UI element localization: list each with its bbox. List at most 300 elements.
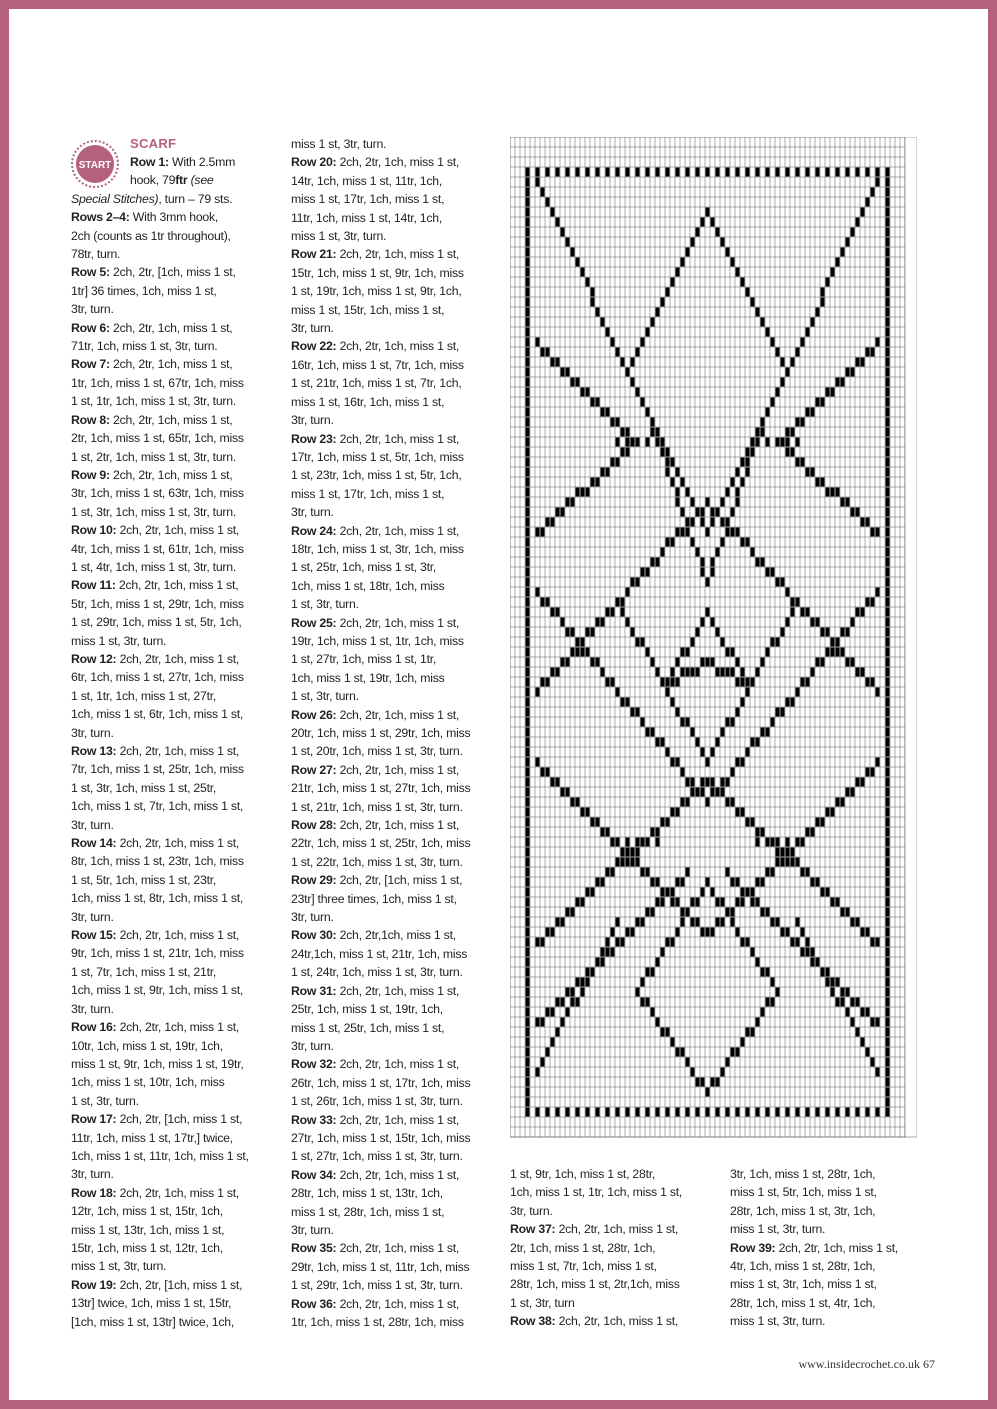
- chart-filled-cell: [691, 788, 695, 797]
- chart-filled-cell: [801, 678, 805, 687]
- chart-filled-cell: [611, 928, 615, 937]
- chart-filled-cell: [676, 168, 680, 177]
- chart-filled-cell: [746, 1028, 750, 1037]
- chart-filled-cell: [536, 338, 540, 347]
- pattern-line: [291, 540, 501, 558]
- chart-filled-cell: [646, 968, 650, 977]
- chart-filled-cell: [671, 278, 675, 287]
- pattern-line: [291, 724, 501, 742]
- chart-filled-cell: [711, 1078, 715, 1087]
- chart-filled-cell: [781, 928, 785, 937]
- chart-filled-cell: [586, 978, 590, 987]
- chart-filled-cell: [806, 828, 810, 837]
- row-label: Row 14:: [71, 836, 117, 851]
- chart-filled-cell: [751, 298, 755, 307]
- instruction-text: 23tr] three times, 1ch, miss 1 st,: [291, 891, 457, 906]
- pattern-line: [71, 926, 276, 944]
- chart-filled-cell: [736, 928, 740, 937]
- chart-filled-cell: [656, 878, 660, 887]
- pattern-line: [71, 705, 276, 723]
- chart-filled-cell: [661, 298, 665, 307]
- chart-filled-cell: [856, 778, 860, 787]
- chart-filled-cell: [786, 438, 790, 447]
- chart-filled-cell: [571, 648, 575, 657]
- chart-filled-cell: [611, 608, 615, 617]
- chart-filled-cell: [621, 428, 625, 437]
- chart-filled-cell: [766, 438, 770, 447]
- chart-filled-cell: [741, 698, 745, 707]
- chart-filled-cell: [646, 908, 650, 917]
- pattern-line: [71, 834, 276, 852]
- chart-filled-cell: [886, 468, 890, 477]
- chart-filled-cell: [676, 898, 680, 907]
- instruction-text: 2ch, 2tr, [1ch, miss 1 st,: [116, 1277, 243, 1292]
- chart-filled-cell: [526, 428, 530, 437]
- chart-filled-cell: [541, 768, 545, 777]
- instruction-text: 10tr, 1ch, miss 1 st, 19tr, 1ch,: [71, 1038, 223, 1053]
- row-label: Row 20:: [291, 155, 337, 170]
- chart-filled-cell: [616, 918, 620, 927]
- chart-filled-cell: [526, 508, 530, 517]
- chart-filled-cell: [526, 578, 530, 587]
- chart-filled-cell: [811, 618, 815, 627]
- chart-filled-cell: [676, 678, 680, 687]
- chart-filled-cell: [671, 478, 675, 487]
- pattern-line: [291, 834, 501, 852]
- instruction-text: 1ch, miss 1 st, 6tr, 1ch, miss 1 st,: [71, 707, 244, 722]
- chart-filled-cell: [601, 878, 605, 887]
- chart-filled-cell: [646, 1108, 650, 1117]
- chart-filled-cell: [626, 168, 630, 177]
- chart-filled-cell: [741, 898, 745, 907]
- pattern-line: [291, 577, 501, 595]
- row-label: Row 29:: [291, 873, 337, 888]
- chart-filled-cell: [526, 568, 530, 577]
- chart-filled-cell: [751, 1028, 755, 1037]
- pattern-line: [291, 190, 501, 208]
- chart-filled-cell: [766, 648, 770, 657]
- chart-filled-cell: [676, 498, 680, 507]
- chart-filled-cell: [556, 218, 560, 227]
- chart-filled-cell: [616, 348, 620, 357]
- pattern-line: [71, 521, 276, 539]
- chart-filled-cell: [836, 488, 840, 497]
- chart-filled-cell: [736, 168, 740, 177]
- chart-filled-cell: [736, 488, 740, 497]
- chart-filled-cell: [551, 208, 555, 217]
- chart-filled-cell: [806, 938, 810, 947]
- chart-filled-cell: [786, 698, 790, 707]
- instruction-text: 1ch, miss 1 st, 11tr, 1ch, miss 1 st,: [71, 1148, 249, 1163]
- chart-filled-cell: [661, 1028, 665, 1037]
- chart-filled-cell: [536, 528, 540, 537]
- chart-filled-cell: [611, 418, 615, 427]
- pattern-line: [291, 945, 501, 963]
- chart-filled-cell: [626, 848, 630, 857]
- chart-filled-cell: [706, 878, 710, 887]
- chart-filled-cell: [826, 808, 830, 817]
- chart-filled-cell: [831, 808, 835, 817]
- row-label: Row 1:: [130, 155, 169, 169]
- chart-filled-cell: [676, 808, 680, 817]
- pattern-line: [71, 337, 276, 355]
- chart-filled-cell: [886, 168, 890, 177]
- row-label: Row 17:: [71, 1112, 117, 1127]
- instruction-text: 2ch, 2tr, 1ch, miss 1 st,: [116, 836, 240, 851]
- pattern-line: [291, 356, 501, 374]
- pattern-line: [291, 779, 501, 797]
- chart-filled-cell: [596, 618, 600, 627]
- chart-filled-cell: [686, 248, 690, 257]
- chart-filled-cell: [886, 298, 890, 307]
- chart-filled-cell: [836, 648, 840, 657]
- chart-filled-cell: [786, 168, 790, 177]
- chart-filled-cell: [696, 788, 700, 797]
- chart-filled-cell: [656, 898, 660, 907]
- chart-filled-cell: [726, 168, 730, 177]
- chart-filled-cell: [661, 948, 665, 957]
- chart-filled-cell: [526, 248, 530, 257]
- chart-filled-cell: [536, 938, 540, 947]
- chart-filled-cell: [886, 1078, 890, 1087]
- chart-filled-cell: [546, 198, 550, 207]
- chart-filled-cell: [651, 428, 655, 437]
- chart-filled-cell: [581, 648, 585, 657]
- chart-filled-cell: [781, 378, 785, 387]
- pattern-line: [71, 1147, 276, 1165]
- instruction-text: 1 st, 1tr, 1ch, miss 1 st, 3tr, turn.: [71, 394, 237, 409]
- chart-filled-cell: [526, 648, 530, 657]
- chart-filled-cell: [776, 858, 780, 867]
- pattern-line: [71, 300, 276, 318]
- chart-filled-cell: [886, 838, 890, 847]
- chart-filled-cell: [686, 168, 690, 177]
- instruction-text: 13tr] twice, 1ch, miss 1 st, 15tr,: [71, 1296, 232, 1311]
- pattern-line: [510, 1183, 715, 1201]
- pattern-line: [291, 706, 501, 724]
- chart-filled-cell: [741, 938, 745, 947]
- pattern-line: [291, 669, 501, 687]
- pattern-line: [291, 172, 501, 190]
- chart-filled-cell: [556, 508, 560, 517]
- chart-filled-cell: [876, 938, 880, 947]
- chart-filled-cell: [596, 1108, 600, 1117]
- chart-filled-cell: [701, 778, 705, 787]
- chart-filled-cell: [646, 728, 650, 737]
- chart-filled-cell: [691, 638, 695, 647]
- chart-filled-cell: [851, 788, 855, 797]
- chart-filled-cell: [741, 538, 745, 547]
- chart-filled-cell: [761, 428, 765, 437]
- chart-filled-cell: [551, 608, 555, 617]
- chart-filled-cell: [586, 808, 590, 817]
- instruction-text: 1ch, miss 1 st, 9tr, 1ch, miss 1 st,: [71, 983, 244, 998]
- pattern-line: [71, 1202, 276, 1220]
- chart-filled-cell: [696, 898, 700, 907]
- pattern-line: [291, 227, 501, 245]
- chart-filled-cell: [736, 658, 740, 667]
- pattern-line: [291, 135, 501, 153]
- pattern-line: [71, 1000, 276, 1018]
- chart-filled-cell: [666, 748, 670, 757]
- instruction-text: 2ch, 2tr, 1ch, miss 1 st,: [116, 744, 240, 758]
- chart-filled-cell: [661, 738, 665, 747]
- row-label: Row 16:: [71, 1020, 117, 1035]
- chart-filled-cell: [751, 888, 755, 897]
- chart-filled-cell: [551, 1038, 555, 1047]
- chart-filled-cell: [746, 818, 750, 827]
- chart-filled-cell: [771, 978, 775, 987]
- chart-filled-cell: [526, 588, 530, 597]
- chart-filled-cell: [876, 688, 880, 697]
- row-label: Row 10:: [71, 523, 117, 538]
- chart-filled-cell: [866, 1008, 870, 1017]
- chart-filled-cell: [526, 408, 530, 417]
- chart-filled-cell: [671, 758, 675, 767]
- chart-filled-cell: [886, 558, 890, 567]
- pattern-line: [71, 1037, 276, 1055]
- chart-filled-cell: [876, 1068, 880, 1077]
- chart-filled-cell: [541, 188, 545, 197]
- instruction-text: Special Stitches): [71, 191, 159, 206]
- instruction-text: 8tr, 1ch, miss 1 st, 23tr, 1ch, miss: [71, 854, 244, 869]
- chart-filled-cell: [526, 618, 530, 627]
- chart-filled-cell: [886, 768, 890, 777]
- chart-filled-cell: [526, 668, 530, 677]
- chart-filled-cell: [676, 468, 680, 477]
- chart-filled-cell: [626, 588, 630, 597]
- chart-filled-cell: [526, 208, 530, 217]
- chart-filled-cell: [696, 1108, 700, 1117]
- chart-filled-cell: [781, 358, 785, 367]
- pattern-line: [71, 1276, 276, 1294]
- chart-filled-cell: [846, 628, 850, 637]
- chart-filled-cell: [771, 338, 775, 347]
- chart-filled-cell: [671, 898, 675, 907]
- chart-filled-cell: [886, 428, 890, 437]
- chart-filled-cell: [576, 998, 580, 1007]
- chart-filled-cell: [661, 888, 665, 897]
- chart-filled-cell: [701, 888, 705, 897]
- chart-filled-cell: [576, 898, 580, 907]
- chart-filled-cell: [791, 858, 795, 867]
- chart-filled-cell: [526, 658, 530, 667]
- chart-filled-cell: [866, 1108, 870, 1117]
- start-badge-label: START: [78, 160, 112, 171]
- chart-filled-cell: [611, 458, 615, 467]
- instruction-text: 3tr, turn.: [291, 1038, 334, 1053]
- chart-filled-cell: [856, 918, 860, 927]
- chart-filled-cell: [656, 1108, 660, 1117]
- pattern-line: [71, 466, 276, 484]
- row-label: Row 27:: [291, 762, 337, 777]
- chart-filled-cell: [886, 688, 890, 697]
- chart-filled-cell: [886, 248, 890, 257]
- chart-filled-cell: [621, 848, 625, 857]
- chart-filled-cell: [526, 188, 530, 197]
- chart-filled-cell: [536, 758, 540, 767]
- chart-filled-cell: [731, 918, 735, 927]
- chart-filled-cell: [651, 728, 655, 737]
- chart-filled-cell: [526, 1038, 530, 1047]
- chart-filled-cell: [701, 218, 705, 227]
- instruction-text: 2tr, 1ch, miss 1 st, 65tr, 1ch, miss: [71, 431, 244, 446]
- chart-filled-cell: [886, 878, 890, 887]
- chart-filled-cell: [606, 948, 610, 957]
- pattern-line: [71, 1110, 276, 1128]
- chart-filled-cell: [831, 488, 835, 497]
- chart-filled-cell: [766, 908, 770, 917]
- chart-filled-cell: [561, 788, 565, 797]
- chart-filled-cell: [876, 338, 880, 347]
- pattern-line: [291, 1295, 501, 1313]
- chart-filled-cell: [801, 608, 805, 617]
- chart-filled-cell: [806, 1108, 810, 1117]
- chart-filled-cell: [816, 398, 820, 407]
- instruction-text: 4tr, 1ch, miss 1 st, 61tr, 1ch, miss: [71, 541, 244, 556]
- chart-filled-cell: [876, 178, 880, 187]
- instruction-text: 21tr, 1ch, miss 1 st, 27tr, 1ch, miss: [291, 781, 471, 796]
- instruction-text: 1 st, 3tr, turn.: [71, 1093, 139, 1108]
- pattern-line: [71, 558, 276, 576]
- chart-filled-cell: [666, 688, 670, 697]
- pattern-line: [730, 1220, 935, 1238]
- instruction-text: 2ch, 2tr, 1ch, miss 1 st,: [336, 1241, 460, 1256]
- pattern-line: [291, 503, 501, 521]
- chart-filled-cell: [691, 778, 695, 787]
- chart-filled-cell: [776, 708, 780, 717]
- chart-filled-cell: [616, 938, 620, 947]
- instruction-text: 28tr, 1ch, miss 1 st, 2tr,1ch, miss: [510, 1277, 680, 1292]
- chart-filled-cell: [676, 758, 680, 767]
- chart-filled-cell: [761, 908, 765, 917]
- instruction-text: 14tr, 1ch, miss 1 st, 11tr, 1ch,: [291, 173, 443, 188]
- chart-filled-cell: [791, 448, 795, 457]
- chart-filled-cell: [721, 728, 725, 737]
- pattern-line: [71, 1129, 276, 1147]
- row-label: Row 9:: [71, 467, 110, 482]
- chart-filled-cell: [591, 658, 595, 667]
- pattern-line: [71, 319, 276, 337]
- instruction-text: 2ch, 2tr, 1ch, miss 1 st,: [336, 1112, 460, 1127]
- chart-filled-cell: [726, 528, 730, 537]
- pattern-line: [71, 981, 276, 999]
- chart-filled-cell: [846, 1008, 850, 1017]
- chart-filled-cell: [721, 1068, 725, 1077]
- instruction-text: 2ch, 2tr, 1ch, miss 1 st,: [116, 1020, 240, 1035]
- chart-filled-cell: [786, 838, 790, 847]
- chart-filled-cell: [666, 448, 670, 457]
- pattern-line: [71, 963, 276, 981]
- chart-filled-cell: [631, 578, 635, 587]
- instruction-text: 2ch, 2tr, 1ch, miss 1 st,: [336, 1057, 460, 1072]
- chart-filled-cell: [846, 368, 850, 377]
- instruction-text: 1ch, miss 1 st, 8tr, 1ch, miss 1 st,: [71, 891, 244, 906]
- chart-filled-cell: [661, 548, 665, 557]
- chart-filled-cell: [871, 188, 875, 197]
- chart-filled-cell: [731, 258, 735, 267]
- chart-filled-cell: [631, 858, 635, 867]
- chart-filled-cell: [526, 818, 530, 827]
- chart-filled-cell: [556, 668, 560, 677]
- chart-filled-cell: [756, 898, 760, 907]
- chart-filled-cell: [821, 478, 825, 487]
- chart-filled-cell: [571, 498, 575, 507]
- pattern-line: [510, 1294, 715, 1312]
- footer: [798, 1357, 935, 1372]
- chart-filled-cell: [806, 468, 810, 477]
- chart-filled-cell: [651, 908, 655, 917]
- chart-filled-cell: [616, 438, 620, 447]
- chart-filled-cell: [571, 378, 575, 387]
- chart-filled-cell: [661, 818, 665, 827]
- chart-filled-cell: [526, 388, 530, 397]
- instruction-text: miss 1 st, 17tr, 1ch, miss 1 st,: [291, 486, 445, 501]
- chart-filled-cell: [776, 918, 780, 927]
- chart-filled-cell: [791, 608, 795, 617]
- chart-filled-cell: [811, 948, 815, 957]
- instruction-text: 1 st, 26tr, 1ch, miss 1 st, 3tr, turn.: [291, 1094, 463, 1109]
- chart-filled-cell: [751, 738, 755, 747]
- pattern-line: [291, 393, 501, 411]
- chart-filled-cell: [886, 948, 890, 957]
- chart-filled-cell: [656, 168, 660, 177]
- chart-filled-cell: [636, 988, 640, 997]
- chart-filled-cell: [601, 958, 605, 967]
- chart-filled-cell: [526, 708, 530, 717]
- chart-filled-cell: [596, 958, 600, 967]
- chart-filled-cell: [851, 918, 855, 927]
- chart-filled-cell: [886, 588, 890, 597]
- chart-filled-cell: [756, 668, 760, 677]
- chart-filled-cell: [641, 868, 645, 877]
- chart-filled-cell: [691, 1068, 695, 1077]
- chart-filled-cell: [686, 528, 690, 537]
- chart-filled-cell: [671, 938, 675, 947]
- chart-filled-cell: [606, 1108, 610, 1117]
- instruction-text: miss 1 st, 17tr, 1ch, miss 1 st,: [291, 192, 445, 207]
- pattern-line: [730, 1239, 935, 1257]
- instruction-text: 2ch, 2tr, 1ch, miss 1 st,: [116, 1185, 240, 1200]
- chart-filled-cell: [661, 438, 665, 447]
- pattern-line: [291, 908, 501, 926]
- chart-filled-cell: [746, 688, 750, 697]
- chart-filled-cell: [751, 948, 755, 957]
- instruction-text: 3tr, turn.: [291, 910, 334, 925]
- chart-filled-cell: [826, 888, 830, 897]
- chart-filled-cell: [886, 918, 890, 927]
- pattern-line: [291, 245, 501, 263]
- chart-filled-cell: [801, 458, 805, 467]
- chart-filled-cell: [561, 1018, 565, 1027]
- chart-filled-cell: [556, 1028, 560, 1037]
- chart-filled-cell: [876, 1018, 880, 1027]
- chart-filled-cell: [886, 198, 890, 207]
- chart-filled-cell: [886, 638, 890, 647]
- chart-filled-cell: [586, 388, 590, 397]
- pattern-column-2: [291, 135, 501, 1331]
- chart-filled-cell: [741, 678, 745, 687]
- row-label: Rows 2–4:: [71, 210, 130, 225]
- chart-filled-cell: [551, 778, 555, 787]
- pattern-line: [71, 153, 276, 171]
- chart-filled-cell: [886, 418, 890, 427]
- chart-filled-cell: [856, 1108, 860, 1117]
- chart-filled-cell: [541, 598, 545, 607]
- chart-row-number-column: [905, 137, 917, 1137]
- chart-filled-cell: [526, 728, 530, 737]
- chart-filled-cell: [611, 838, 615, 847]
